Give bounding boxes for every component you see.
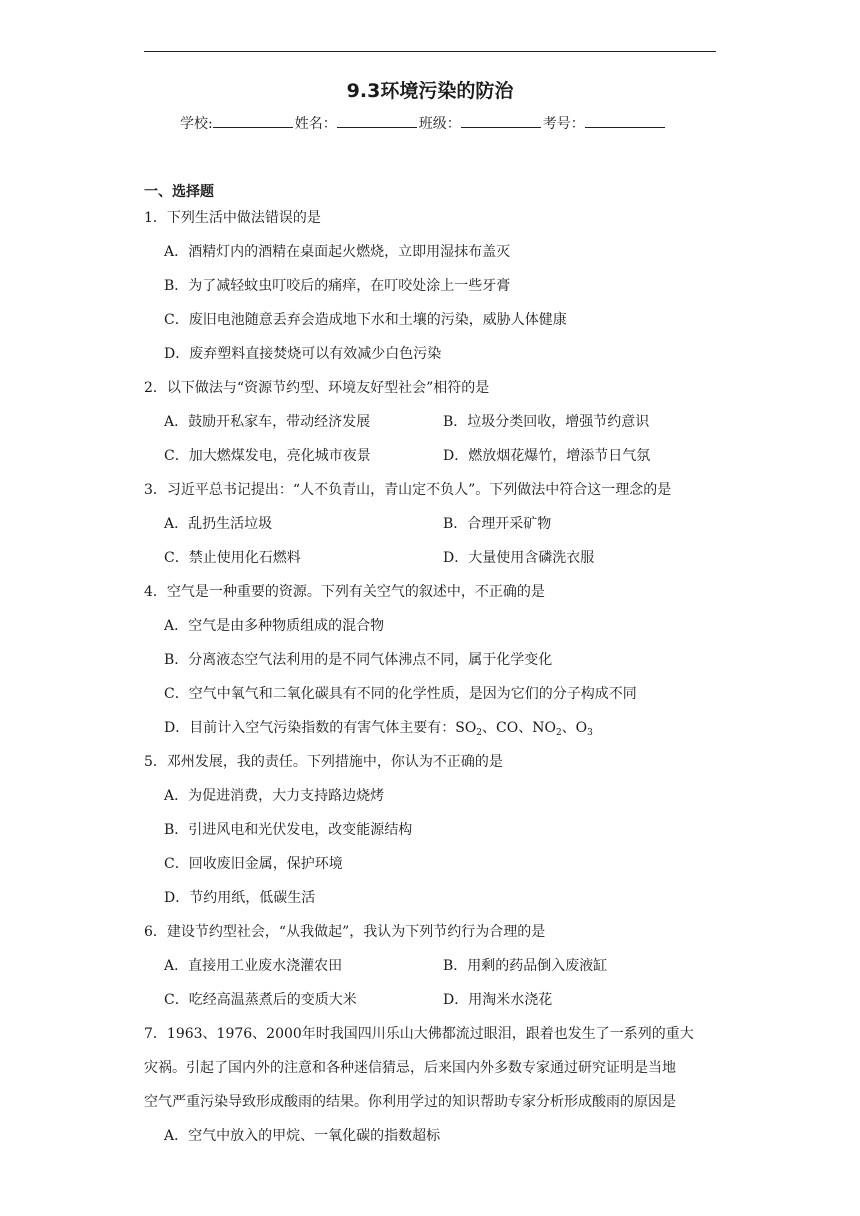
name-blank[interactable] — [337, 113, 417, 128]
question-1-stem: 1．下列生活中做法错误的是 — [144, 210, 321, 226]
page-title: 9.3环境污染的防治 — [346, 80, 514, 102]
option-d-text: 、O — [561, 720, 588, 736]
question-5-option-b: B．引进风电和光伏发电，改变能源结构 — [164, 822, 413, 838]
question-1-option-a: A．酒精灯内的酒精在桌面起火燃烧，立即用湿抹布盖灭 — [164, 244, 511, 260]
question-4-option-c: C．空气中氧气和二氧化碳具有不同的化学性质，是因为它们的分子构成不同 — [164, 686, 637, 702]
exam-no-label: 考号： — [542, 116, 585, 132]
question-7-stem-line-3: 空气严重污染导致形成酸雨的结果。你利用学过的知识帮助专家分析形成酸雨的原因是 — [144, 1094, 676, 1110]
option-d-text: D．目前计入空气污染指数的有害气体主要有：SO — [164, 720, 477, 736]
question-5-stem: 5．邓州发展，我的责任。下列措施中，你认为不正确的是 — [144, 754, 503, 770]
question-3-option-d: D．大量使用含磷洗衣服 — [443, 550, 595, 566]
question-1-option-c: C．废旧电池随意丢弃会造成地下水和土壤的污染，威胁人体健康 — [164, 312, 567, 328]
student-info-line — [180, 113, 667, 133]
question-3-stem: 3．习近平总书记提出：“人不负青山，青山定不负人”。下列做法中符合这一理念的是 — [144, 482, 672, 498]
question-4-option-d — [164, 717, 593, 738]
class-blank[interactable] — [461, 113, 541, 128]
subscript: 3 — [587, 728, 593, 738]
question-6-option-b: B．用剩的药品倒入废液缸 — [443, 958, 608, 974]
question-3-option-c: C．禁止使用化石燃料 — [164, 550, 301, 566]
header-rule — [144, 51, 716, 52]
class-label: 班级： — [418, 116, 461, 132]
question-6-option-c: C．吃经高温蒸煮后的变质大米 — [164, 992, 357, 1008]
question-2-option-d: D．燃放烟花爆竹，增添节日气氛 — [443, 448, 651, 464]
question-4-option-b: B．分离液态空气法利用的是不同气体沸点不同，属于化学变化 — [164, 652, 553, 668]
question-3-option-a: A．乱扔生活垃圾 — [164, 516, 273, 532]
exam-no-blank[interactable] — [585, 113, 665, 128]
question-2-option-c: C．加大燃煤发电，亮化城市夜景 — [164, 448, 371, 464]
question-5-option-c: C．回收废旧金属，保护环境 — [164, 856, 343, 872]
question-3-option-b: B．合理开采矿物 — [443, 516, 552, 532]
question-7-stem-line-2: 灾祸。引起了国内外的注意和各种迷信猜忌，后来国内外多数专家通过研究证明是当地 — [144, 1060, 676, 1076]
question-5-option-a: A．为促进消费，大力支持路边烧烤 — [164, 788, 385, 804]
school-label: 学校: — [180, 116, 213, 132]
section-title: 一、选择题 — [144, 184, 214, 200]
question-4-stem: 4．空气是一种重要的资源。下列有关空气的叙述中，不正确的是 — [144, 584, 545, 600]
question-2-stem: 2．以下做法与“资源节约型、环境友好型社会”相符的是 — [144, 380, 490, 396]
question-1-option-d: D．废弃塑料直接焚烧可以有效减少白色污染 — [164, 346, 442, 362]
school-blank[interactable] — [213, 113, 293, 128]
question-7-stem-line-1: 7．1963、1976、2000年时我国四川乐山大佛都流过眼泪，跟着也发生了一系列的重大 — [144, 1026, 694, 1042]
question-6-option-d: D．用淘米水浇花 — [443, 992, 553, 1008]
subscript: 2 — [476, 728, 483, 738]
question-7-option-a: A．空气中放入的甲烷、一氧化碳的指数超标 — [164, 1128, 441, 1144]
name-label: 姓名： — [294, 116, 337, 132]
question-2-option-b: B．垃圾分类回收，增强节约意识 — [443, 414, 650, 430]
question-5-option-d: D．节约用纸，低碳生活 — [164, 890, 316, 906]
option-d-text: 、CO、NO — [482, 720, 556, 736]
question-1-option-b: B．为了减轻蚊虫叮咬后的痛痒，在叮咬处涂上一些牙膏 — [164, 278, 511, 294]
question-2-option-a: A．鼓励开私家车，带动经济发展 — [164, 414, 371, 430]
subscript: 2 — [555, 728, 562, 738]
question-6-stem: 6．建设节约型社会，“从我做起”，我认为下列节约行为合理的是 — [144, 924, 546, 940]
question-6-option-a: A．直接用工业废水浇灌农田 — [164, 958, 343, 974]
question-4-option-a: A．空气是由多种物质组成的混合物 — [164, 618, 385, 634]
